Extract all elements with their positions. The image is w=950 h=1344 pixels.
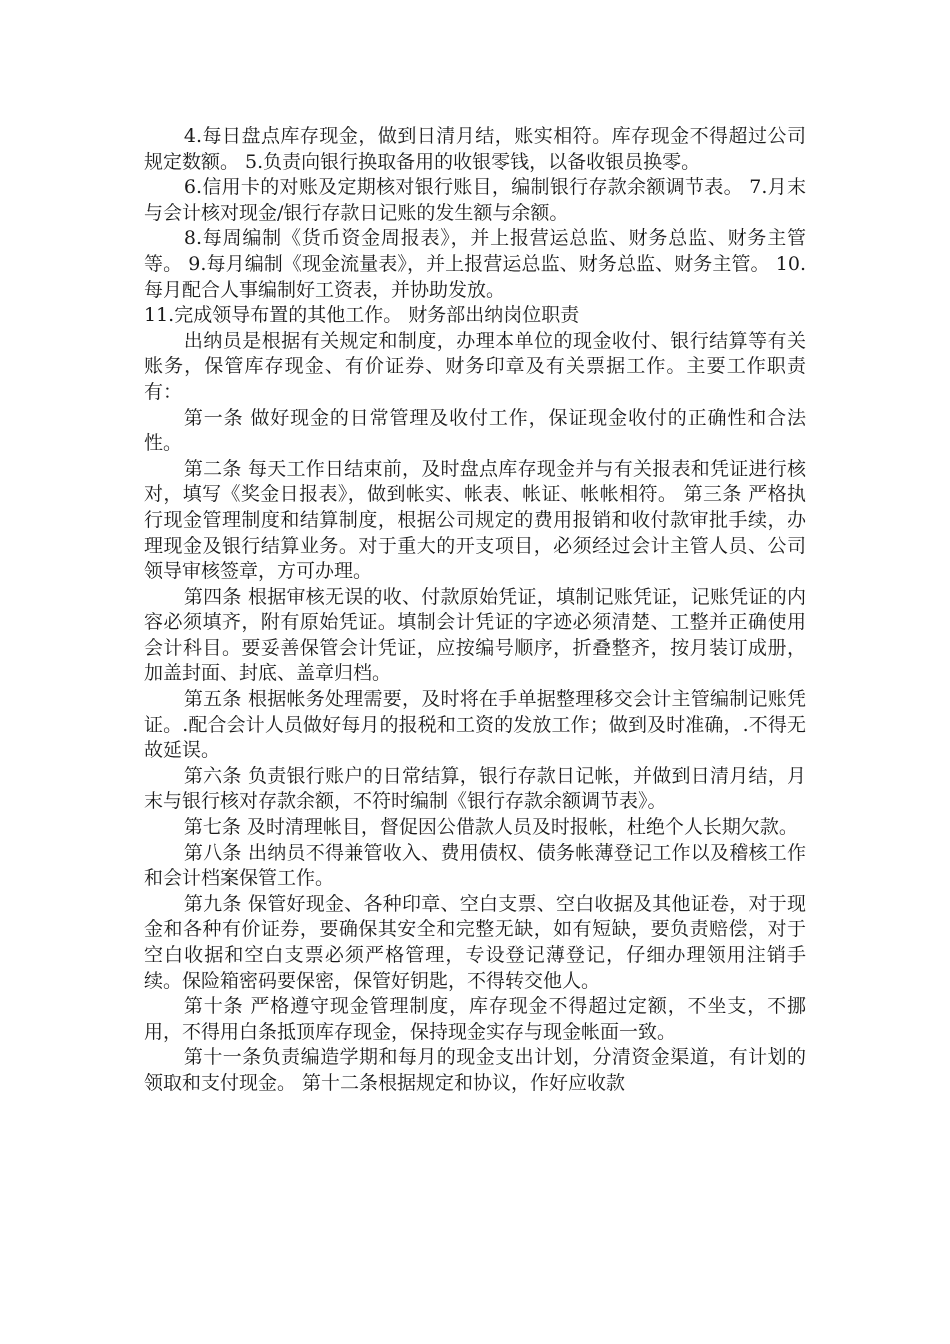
paragraph-article-4: 第四条 根据审核无误的收、付款原始凭证，填制记账凭证，记账凭证的内容必须填齐，附有原始凭证。填制会计凭证的字迹必须清楚、工整并正确使用会计科目。要妥善保管会计凭证，应按编号顺序，折叠整齐，按月装订成册，加盖封面、封底、盖章归档。 xyxy=(144,585,806,685)
paragraph-article-11-12: 第十一条负责编造学期和每月的现金支出计划，分清资金渠道，有计划的领取和支付现金。 第十二条根据规定和协议，作好应收款 xyxy=(144,1046,806,1094)
paragraph-article-6: 第六条 负责银行账户的日常结算，银行存款日记帐，并做到日清月结，月末与银行核对存款余额，不符时编制《银行存款余额调节表》。 xyxy=(144,764,806,813)
paragraph-article-10: 第十条 严格遵守现金管理制度，库存现金不得超过定额，不坐支，不挪用，不得用白条抵顶库存现金，保持现金实存与现金帐面一致。 xyxy=(144,995,806,1043)
paragraph-article-7: 第七条 及时清理帐目，督促因公借款人员及时报帐，杜绝个人长期欠款。 xyxy=(183,816,798,839)
paragraph-3: 8.每周编制《货币资金周报表》，并上报营运总监、财务总监、财务主管等。 9.每月编制《现金流量表》，并上报营运总监、财务总监、财务主管。 10.每月配合人事编制好工资表，并协助发放。 xyxy=(144,227,806,301)
paragraph-2: 6.信用卡的对账及定期核对银行账目，编制银行存款余额调节表。 7.月末与会计核对现金/银行存款日记账的发生额与余额。 xyxy=(144,176,806,224)
paragraph-article-9: 第九条 保管好现金、各种印章、空白支票、空白收据及其他证卷，对于现金和各种有价证券，要确保其安全和完整无缺，如有短缺，要负责赔偿，对于空白收据和空白支票必须严格管理，专设登记薄登记，仔细办理领用注销手续。保险箱密码要保密，保管好钥匙，不得转交他人。 xyxy=(144,892,806,992)
paragraph-5: 出纳员是根据有关规定和制度，办理本单位的现金收付、银行结算等有关账务，保管库存现金、有价证券、财务印章及有关票据工作。主要工作职责有： xyxy=(144,329,806,403)
paragraph-article-5: 第五条 根据帐务处理需要，及时将在手单据整理移交会计主管编制记账凭证。.配合会计人员做好每月的报税和工资的发放工作；做到及时准确，.不得无故延误。 xyxy=(144,688,806,762)
paragraph-1: 4.每日盘点库存现金，做到日清月结，账实相符。库存现金不得超过公司规定数额。 5.负责向银行换取备用的收银零钱，以备收银员换零。 xyxy=(144,125,806,173)
document-body xyxy=(144,124,806,1097)
paragraph-article-2-3: 第二条 每天工作日结束前，及时盘点库存现金并与有关报表和凭证进行核对，填写《奖金日报表》，做到帐实、帐表、帐证、帐帐相符。 第三条 严格执行现金管理制度和结算制度，根据公司规定的费用报销和收付款审批手续，办理现金及银行结算业务。对于重大的开支项目，必须经过会计主管人员、公司领导审核签章，方可办理。 xyxy=(144,457,806,583)
paragraph-4: 11.完成领导布置的其他工作。 财务部出纳岗位职责 xyxy=(144,304,580,327)
paragraph-article-8: 第八条 出纳员不得兼管收入、费用债权、债务帐薄登记工作以及稽核工作和会计档案保管工作。 xyxy=(144,841,806,890)
paragraph-article-1: 第一条 做好现金的日常管理及收付工作，保证现金收付的正确性和合法性。 xyxy=(144,406,806,455)
